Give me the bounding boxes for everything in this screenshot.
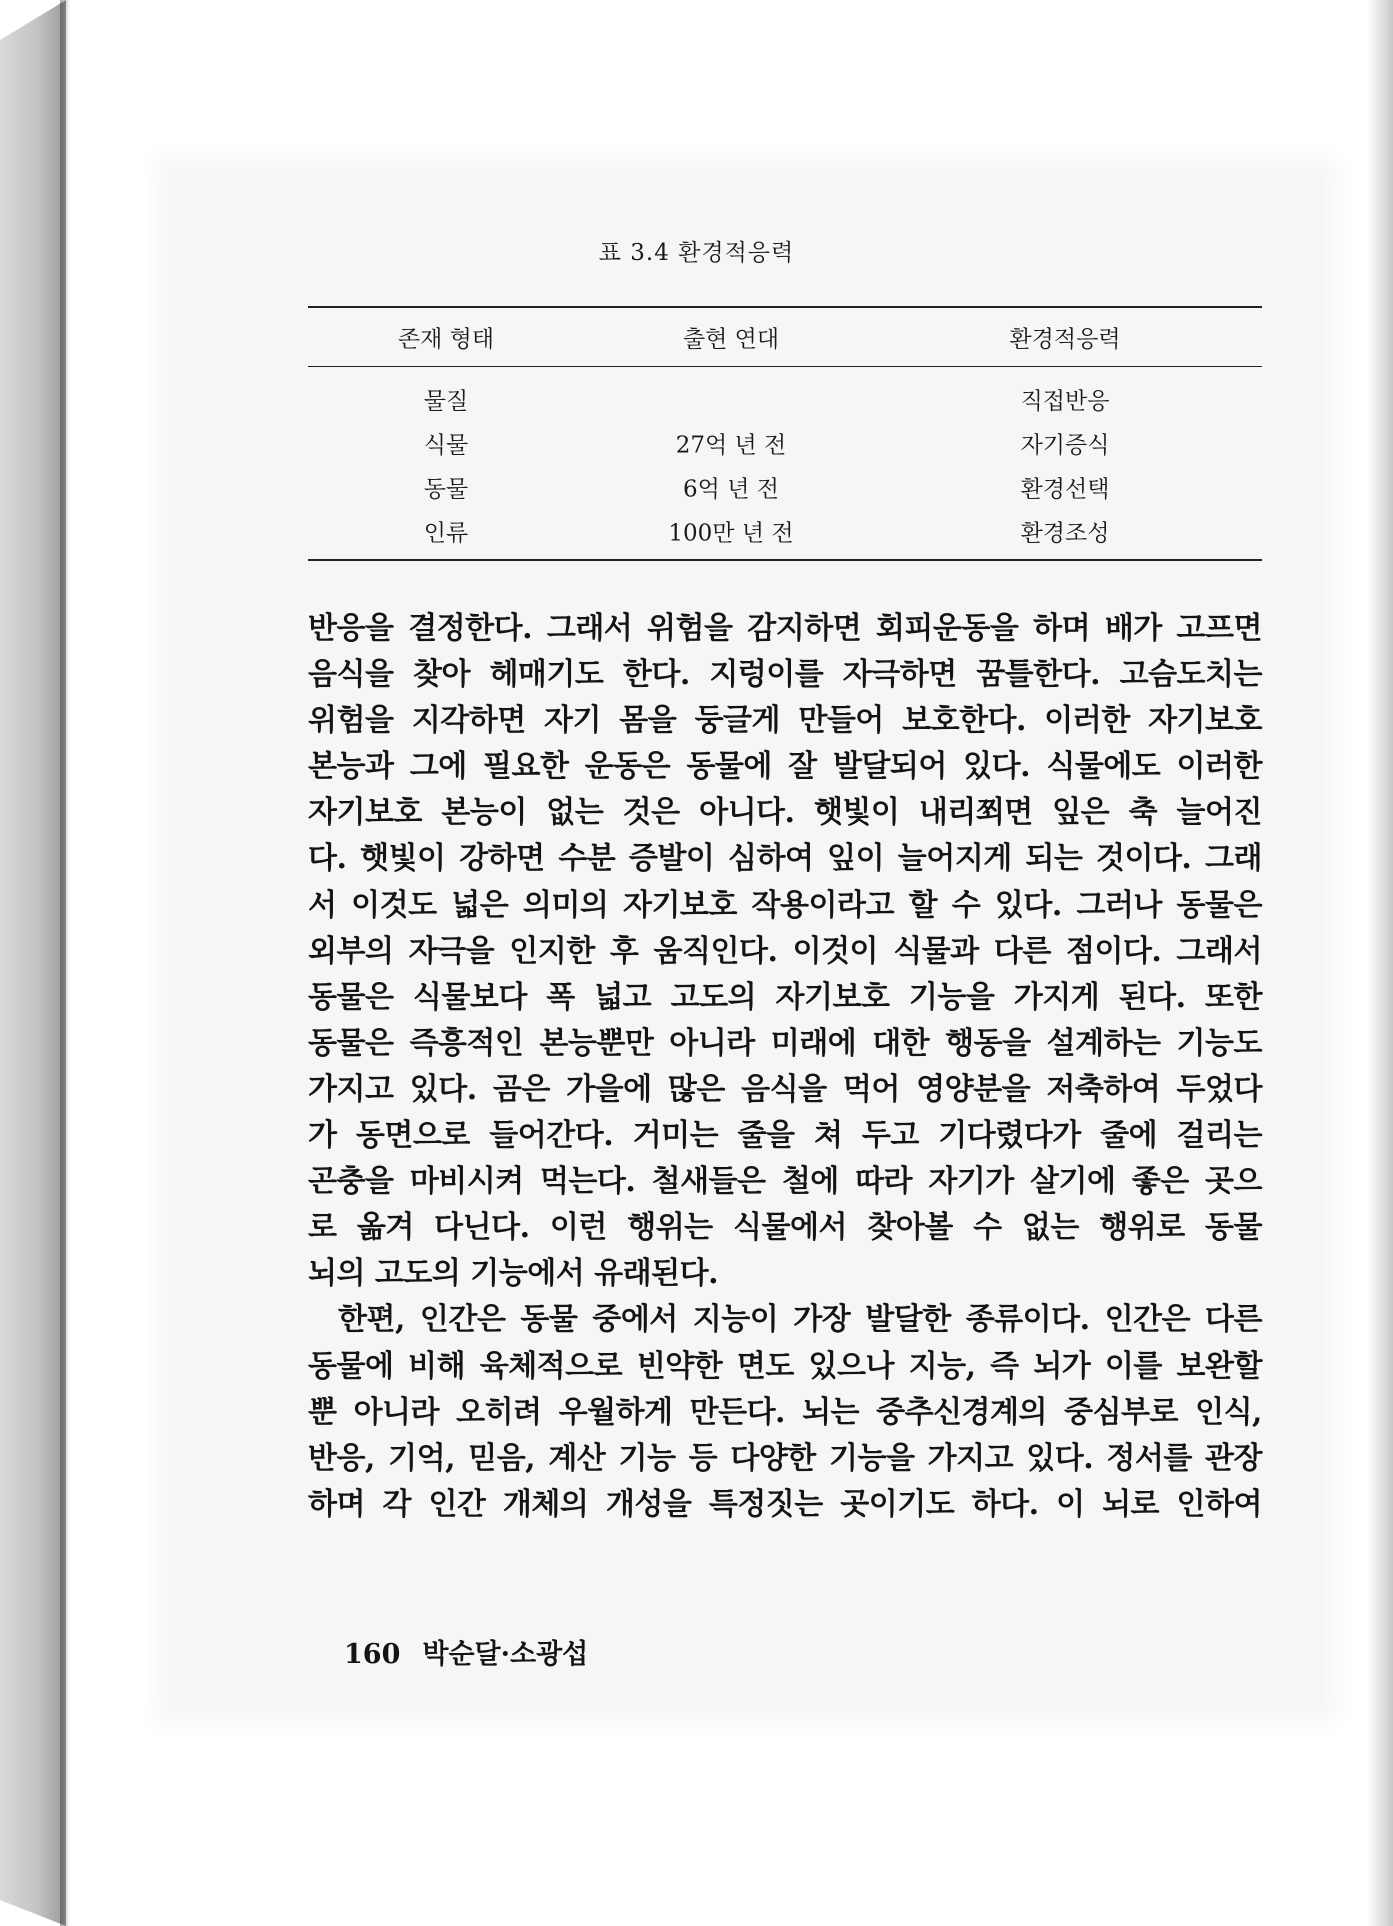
- text-line: 위험을 지각하면 자기 몸을 둥글게 만들어 보호한다. 이러한 자기보호: [308, 703, 1262, 739]
- adaptation-table: [308, 306, 1262, 561]
- page-number: 160: [344, 1639, 401, 1670]
- text-line: 반응, 기억, 믿음, 계산 기능 등 다양한 기능을 가지고 있다. 정서를 관장: [308, 1440, 1262, 1476]
- text-line: 반응을 결정한다. 그래서 위험을 감지하면 회피운동을 하며 배가 고프면: [308, 611, 1262, 646]
- text-line: 자기보호 본능이 없는 것은 아니다. 햇빛이 내리쬐면 잎은 축 늘어진: [308, 795, 1262, 831]
- text-line: 동물에 비해 육체적으로 빈약한 면도 있으나 지능, 즉 뇌가 이를 보완할: [308, 1348, 1262, 1384]
- table-row: [308, 421, 1262, 465]
- cell-era: 27억 년 전: [675, 432, 787, 459]
- cell-adaptation: 자기증식: [1020, 432, 1110, 459]
- text-line: 가 동면으로 들어간다. 거미는 줄을 쳐 두고 기다렸다가 줄에 걸리는: [308, 1118, 1262, 1154]
- text-line: 가지고 있다. 곰은 가을에 많은 음식을 먹어 영양분을 저축하여 두었다: [308, 1071, 1262, 1107]
- page-footer: [344, 1632, 588, 1671]
- cell-form: 인류: [423, 520, 469, 547]
- cell-adaptation: 환경조성: [1020, 520, 1110, 547]
- book-page-edges: [0, 0, 66, 1926]
- table-row: [308, 377, 1262, 421]
- cell-era: 6억 년 전: [683, 476, 779, 503]
- page-edge-shading: [1367, 0, 1393, 1926]
- cell-adaptation: 직접반응: [1020, 388, 1110, 415]
- text-line: 외부의 자극을 인지한 후 움직인다. 이것이 식물과 다른 점이다. 그래서: [308, 933, 1262, 969]
- header-adaptation: 환경적응력: [1009, 326, 1121, 353]
- text-line: 곤충을 마비시켜 먹는다. 철새들은 철에 따라 자기가 살기에 좋은 곳으: [308, 1164, 1262, 1200]
- cell-form: 동물: [423, 476, 469, 503]
- header-era: 출현 연대: [682, 326, 780, 353]
- table-row: [308, 465, 1262, 509]
- text-line: 동물은 즉흥적인 본능뿐만 아니라 미래에 대한 행동을 설계하는 기능도: [308, 1025, 1262, 1061]
- text-line: 서 이것도 넓은 의미의 자기보호 작용이라고 할 수 있다. 그러나 동물은: [308, 887, 1262, 923]
- text-line: 뿐 아니라 오히려 우월하게 만든다. 뇌는 중추신경계의 중심부로 인식,: [308, 1394, 1262, 1430]
- cell-era: 100만 년 전: [668, 520, 794, 547]
- table-caption: 표 3.4 환경적응력: [598, 240, 795, 266]
- text-line: 동물은 식물보다 폭 넓고 고도의 자기보호 기능을 가지게 된다. 또한: [308, 979, 1262, 1015]
- text-line: 음식을 찾아 헤매기도 한다. 지렁이를 자극하면 꿈틀한다. 고슴도치는: [308, 657, 1262, 693]
- table-row: [308, 509, 1262, 553]
- text-line: 뇌의 고도의 기능에서 유래된다.: [308, 1256, 719, 1292]
- header-form: 존재 형태: [397, 326, 495, 353]
- authors: 박순달·소광섭: [422, 1639, 589, 1670]
- text-line: 로 옮겨 다닌다. 이런 행위는 식물에서 찾아볼 수 없는 행위로 동물: [308, 1210, 1262, 1246]
- table-body: [308, 367, 1262, 559]
- text-line: 하며 각 인간 개체의 개성을 특정짓는 곳이기도 하다. 이 뇌로 인하여: [308, 1486, 1262, 1522]
- table-bottom-rule: [308, 559, 1262, 561]
- body-paragraphs: [308, 606, 1262, 1528]
- cell-adaptation: 환경선택: [1020, 476, 1110, 503]
- cell-form: 물질: [423, 388, 469, 415]
- cell-form: 식물: [423, 432, 469, 459]
- text-line: 다. 햇빛이 강하면 수분 증발이 심하여 잎이 늘어지게 되는 것이다. 그래: [308, 841, 1262, 877]
- text-line: 본능과 그에 필요한 운동은 동물에 잘 발달되어 있다. 식물에도 이러한: [308, 749, 1262, 785]
- table-header-row: [308, 308, 1262, 366]
- text-line: 한편, 인간은 동물 중에서 지능이 가장 발달한 종류이다. 인간은 다른: [338, 1302, 1262, 1338]
- spine-shadow: [60, 0, 70, 1926]
